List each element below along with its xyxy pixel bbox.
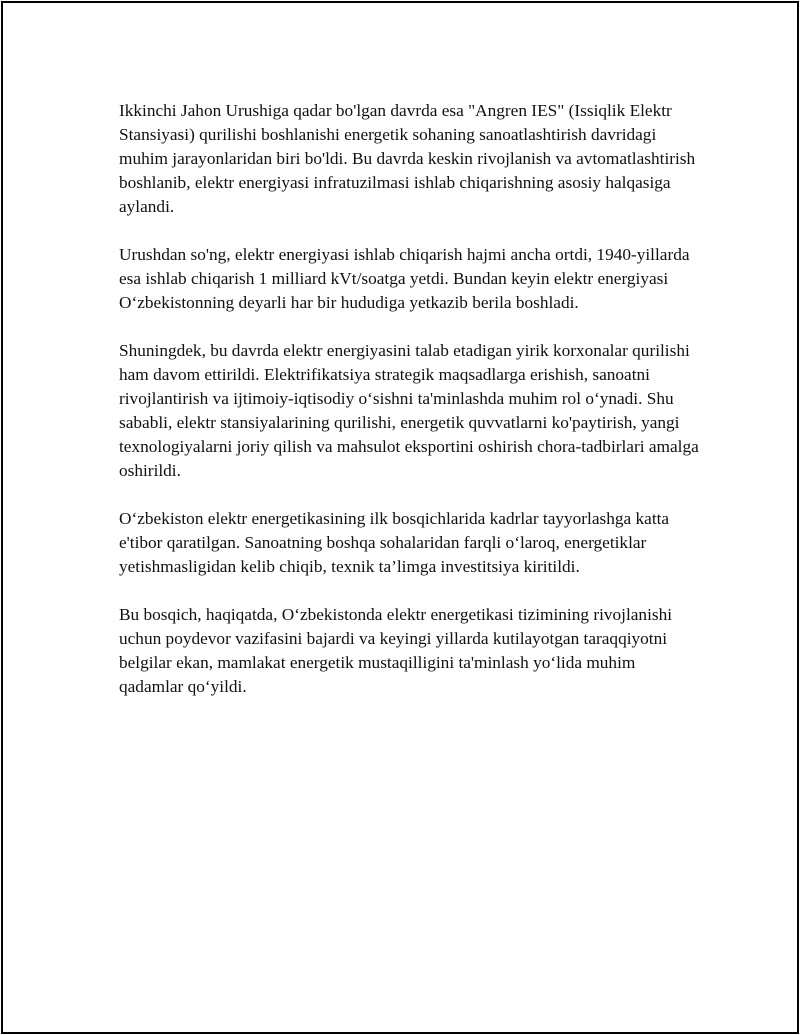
document-page bbox=[1, 1, 799, 1034]
paragraph-5: Bu bosqich, haqiqatda, O‘zbekistonda elektr energetikasi tizimining rivojlanishi uchun poydevor vazifasini bajardi va keyingi yillarda kutilayotgan taraqqiyotni belgilar ekan, mamlakat energetik mustaqilligini ta'minlash yo‘lida muhim qadamlar qo‘yildi. bbox=[119, 605, 673, 696]
paragraph-1: Ikkinchi Jahon Urushiga qadar bo'lgan davrda esa "Angren IES" (Issiqlik Elektr Stansiyasi) qurilishi boshlanishi energetik sohaning sanoatlashtirish davridagi muhim jarayonlaridan biri bo'ldi. Bu davrda keskin rivojlanish va avtomatlashtirish boshlanib, elektr energiyasi infratuzilmasi ishlab chiqarishning asosiy halqasiga aylandi. bbox=[119, 101, 696, 216]
document-body bbox=[119, 99, 699, 723]
paragraph-2: Urushdan so'ng, elektr energiyasi ishlab chiqarish hajmi ancha ortdi, 1940-yillarda esa ishlab chiqarish 1 milliard kVt/soatga yetdi. Bundan keyin elektr energiyasi O‘zbekistonning deyarli har bir hududiga yetkazib berila boshladi. bbox=[119, 245, 690, 312]
paragraph-4: O‘zbekiston elektr energetikasining ilk bosqichlarida kadrlar tayyorlashga katta e'tibor qaratilgan. Sanoatning boshqa sohalaridan farqli o‘laroq, energetiklar yetishmasligidan kelib chiqib, texnik ta’limga investitsiya kiritildi. bbox=[119, 509, 670, 576]
paragraph-3: Shuningdek, bu davrda elektr energiyasini talab etadigan yirik korxonalar qurilishi ham davom ettirildi. Elektrifikatsiya strategik maqsadlarga erishish, sanoatni rivojlantirish va ijtimoiy-iqtisodiy o‘sishni ta'minlashda muhim rol o‘ynadi. Shu sababli, elektr stansiyalarining qurilishi, energetik quvvatlarni ko'paytirish, yangi texnologiyalarni joriy qilish va mahsulot eksportini oshirish chora-tadbirlari amalga oshirildi. bbox=[119, 341, 699, 480]
